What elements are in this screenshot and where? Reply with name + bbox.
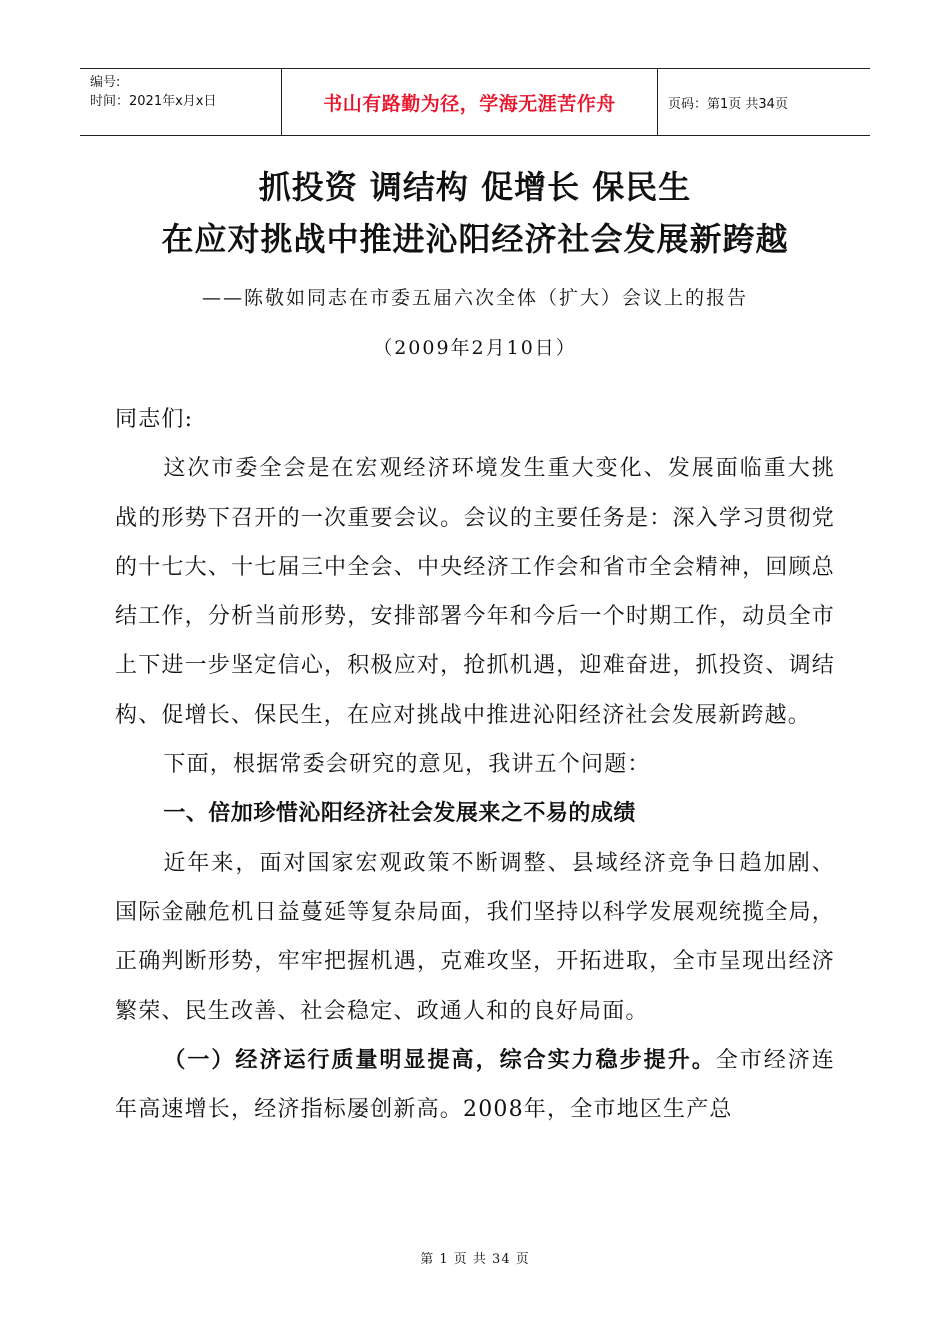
page-footer: 第 1 页 共 34 页 [420,1252,530,1267]
paragraph-3: 近年来，面对国家宏观政策不断调整、县域经济竞争日趋加剧、国际金融危机日益蔓延等复杂局面，我们坚持以科学发展观统揽全局，正确判断形势，牢牢把握机遇，克难攻坚，开拓进取，全市呈现出经济繁荣、民生改善、社会稳定、政通人和的良好局面。 [115,850,835,1024]
time-label: 时间：2021年x月x日 [90,94,217,109]
paragraph-1: 这次市委全会是在宏观经济环境发生重大变化、发展面临重大挑战的形势下召开的一次重要会议。会议的主要任务是：深入学习贯彻党的十七大、十七届三中全会、中央经济工作会和省市全会精神，回顾总结工作，分析当前形势，安排部署今年和今后一个时期工作，动员全市上下进一步坚定信心，积极应对，抢抓机遇，迎难奋进，抓投资、调结构、促增长、保民生，在应对挑战中推进沁阳经济社会发展新跨越。 [115,456,835,728]
document-date: （2009年2月10日） [373,337,577,359]
header-meta [80,69,282,135]
salutation: 同志们: [115,407,194,432]
document-title-line1: 抓投资 调结构 促增长 保民生 [258,168,692,206]
paragraph-4 [115,1036,835,1135]
subsection-1-heading: （一）经济运行质量明显提高，综合实力稳步提升。 [163,1046,716,1073]
document-body [115,395,835,1134]
page-header [80,68,870,136]
paragraph-2: 下面，根据常委会研究的意见，我讲五个问题： [163,752,651,778]
header-page-info: 页码：第1页 共34页 [668,96,788,112]
header-motto: 书山有路勤为径，学海无涯苦作舟 [282,69,658,135]
document-subtitle: ——陈敬如同志在市委五届六次全体（扩大）会议上的报告 [201,287,748,309]
section-1-heading: 一、倍加珍惜沁阳经济社会发展来之不易的成绩 [163,801,636,827]
number-label: 编号: [90,75,121,90]
paragraph-4-text: 全市经济连年高速增长，经济指标屡创新高。2008年，全市地区生产总 [115,1047,835,1123]
document-title-line2: 在应对挑战中推进沁阳经济社会发展新跨越 [161,220,789,258]
